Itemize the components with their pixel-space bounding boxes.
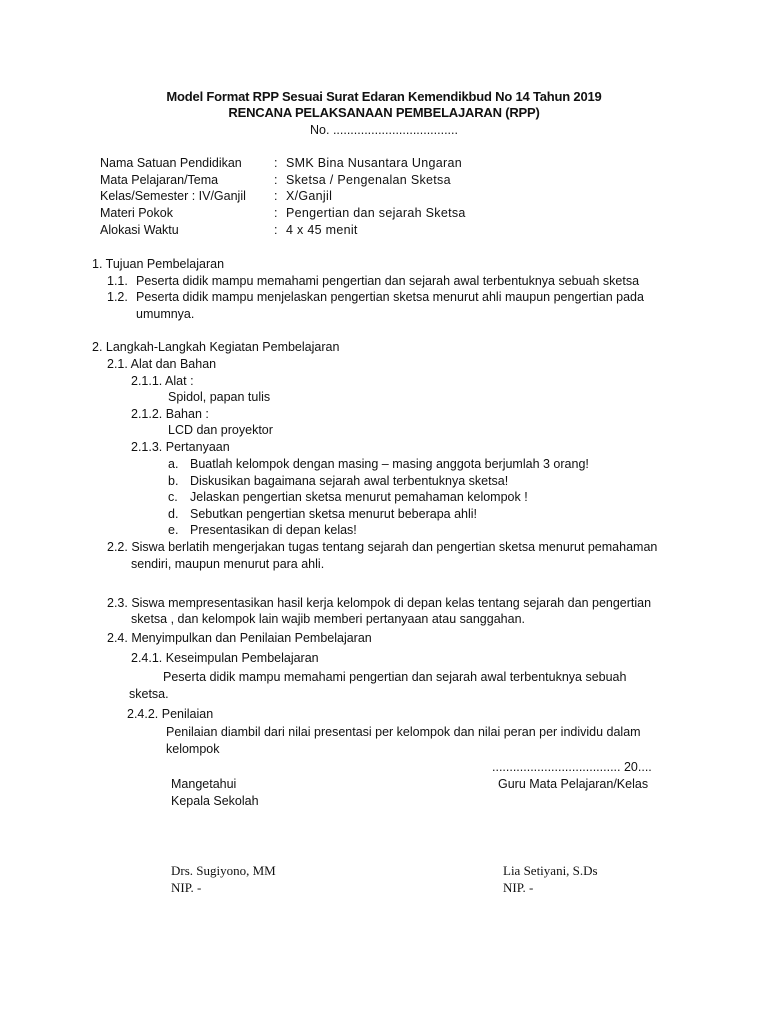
paragraph-text: Peserta didik mampu memahami pengertian dan sejarah awal terbentuknya sebuah (163, 670, 627, 684)
identity-value: SMK Bina Nusantara Ungaran (286, 156, 462, 170)
question-letter: d. (168, 507, 179, 521)
identity-label: Mata Pelajaran/Tema (100, 173, 219, 187)
subsubsection-heading: 2.4.1. Keseimpulan Pembelajaran (131, 651, 319, 665)
identity-separator: : (274, 156, 278, 170)
identity-separator: : (274, 189, 278, 203)
question-text: Diskusikan bagaimana sejarah awal terbentuknya sketsa! (190, 474, 509, 488)
paragraph-text: Spidol, papan tulis (168, 390, 271, 404)
signature-left-title: Kepala Sekolah (171, 794, 259, 808)
identity-value: X/Ganjil (286, 189, 333, 203)
question-letter: e. (168, 523, 179, 537)
section-heading: 2. Langkah-Langkah Kegiatan Pembelajaran (92, 340, 340, 354)
identity-label: Alokasi Waktu (100, 223, 179, 237)
paragraph-text: Penilaian diambil dari nilai presentasi per kelompok dan nilai peran per individu dalam (166, 725, 641, 739)
signature-right-nip: NIP. - (503, 880, 534, 895)
list-item-continuation: umumnya. (136, 307, 195, 321)
list-item-text: Peserta didik mampu memahami pengertian dan sejarah awal terbentuknya sebuah sketsa (136, 274, 640, 288)
question-text: Sebutkan pengertian sketsa menurut beberapa ahli! (190, 507, 477, 521)
list-item-number: 1.1. (107, 274, 128, 288)
question-text: Buatlah kelompok dengan masing – masing anggota berjumlah 3 orang! (190, 457, 589, 471)
document-title: Model Format RPP Sesuai Surat Edaran Kemendikbud No 14 Tahun 2019 (166, 89, 602, 104)
identity-value: 4 x 45 menit (286, 223, 358, 237)
subsubsection-heading: 2.1.1. Alat : (131, 374, 194, 388)
subsection-heading: 2.4. Menyimpulkan dan Penilaian Pembelajaran (107, 631, 372, 645)
identity-label: Kelas/Semester : IV/Ganjil (100, 189, 246, 203)
document-number: No. .................................... (310, 123, 458, 137)
question-text: Jelaskan pengertian sketsa menurut pemahaman kelompok ! (190, 490, 528, 504)
signature-date: ..................................... 20.... (492, 760, 652, 774)
paragraph-text: sendiri, maupun menurut para ahli. (131, 557, 325, 571)
list-item-text: Peserta didik mampu menjelaskan pengertian sketsa menurut ahli maupun pengertian pada (136, 290, 644, 304)
identity-value: Sketsa / Pengenalan Sketsa (286, 173, 451, 187)
identity-value: Pengertian dan sejarah Sketsa (286, 206, 466, 220)
question-letter: b. (168, 474, 179, 488)
subsubsection-heading: 2.4.2. Penilaian (127, 707, 214, 721)
identity-label: Nama Satuan Pendidikan (100, 156, 242, 170)
paragraph-text: sketsa , dan kelompok lain wajib memberi pertanyaan atau sanggahan. (131, 612, 525, 626)
list-item-number: 1.2. (107, 290, 128, 304)
subsubsection-heading: 2.1.3. Pertanyaan (131, 440, 230, 454)
identity-separator: : (274, 173, 278, 187)
paragraph-text: LCD dan proyektor (168, 423, 273, 437)
signature-left-label: Mangetahui (171, 777, 237, 791)
question-text: Presentasikan di depan kelas! (190, 523, 357, 537)
signature-left-name: Drs. Sugiyono, MM (171, 863, 276, 878)
paragraph-text: 2.3. Siswa mempresentasikan hasil kerja kelompok di depan kelas tentang sejarah dan pengertian (107, 596, 652, 610)
signature-left-nip: NIP. - (171, 880, 202, 895)
subsection-heading: 2.1. Alat dan Bahan (107, 357, 217, 371)
question-letter: a. (168, 457, 179, 471)
paragraph-text: sketsa. (129, 687, 169, 701)
section-heading: 1. Tujuan Pembelajaran (92, 257, 225, 271)
identity-separator: : (274, 223, 278, 237)
question-letter: c. (168, 490, 178, 504)
signature-right-name: Lia Setiyani, S.Ds (503, 863, 598, 878)
document-subtitle: RENCANA PELAKSANAAN PEMBELAJARAN (RPP) (228, 105, 540, 120)
subsubsection-heading: 2.1.2. Bahan : (131, 407, 209, 421)
identity-label: Materi Pokok (100, 206, 173, 220)
paragraph-text: kelompok (166, 742, 220, 756)
signature-right-title: Guru Mata Pelajaran/Kelas (498, 777, 649, 791)
identity-separator: : (274, 206, 278, 220)
paragraph-text: 2.2. Siswa berlatih mengerjakan tugas tentang sejarah dan pengertian sketsa menurut pemahaman (107, 540, 658, 554)
